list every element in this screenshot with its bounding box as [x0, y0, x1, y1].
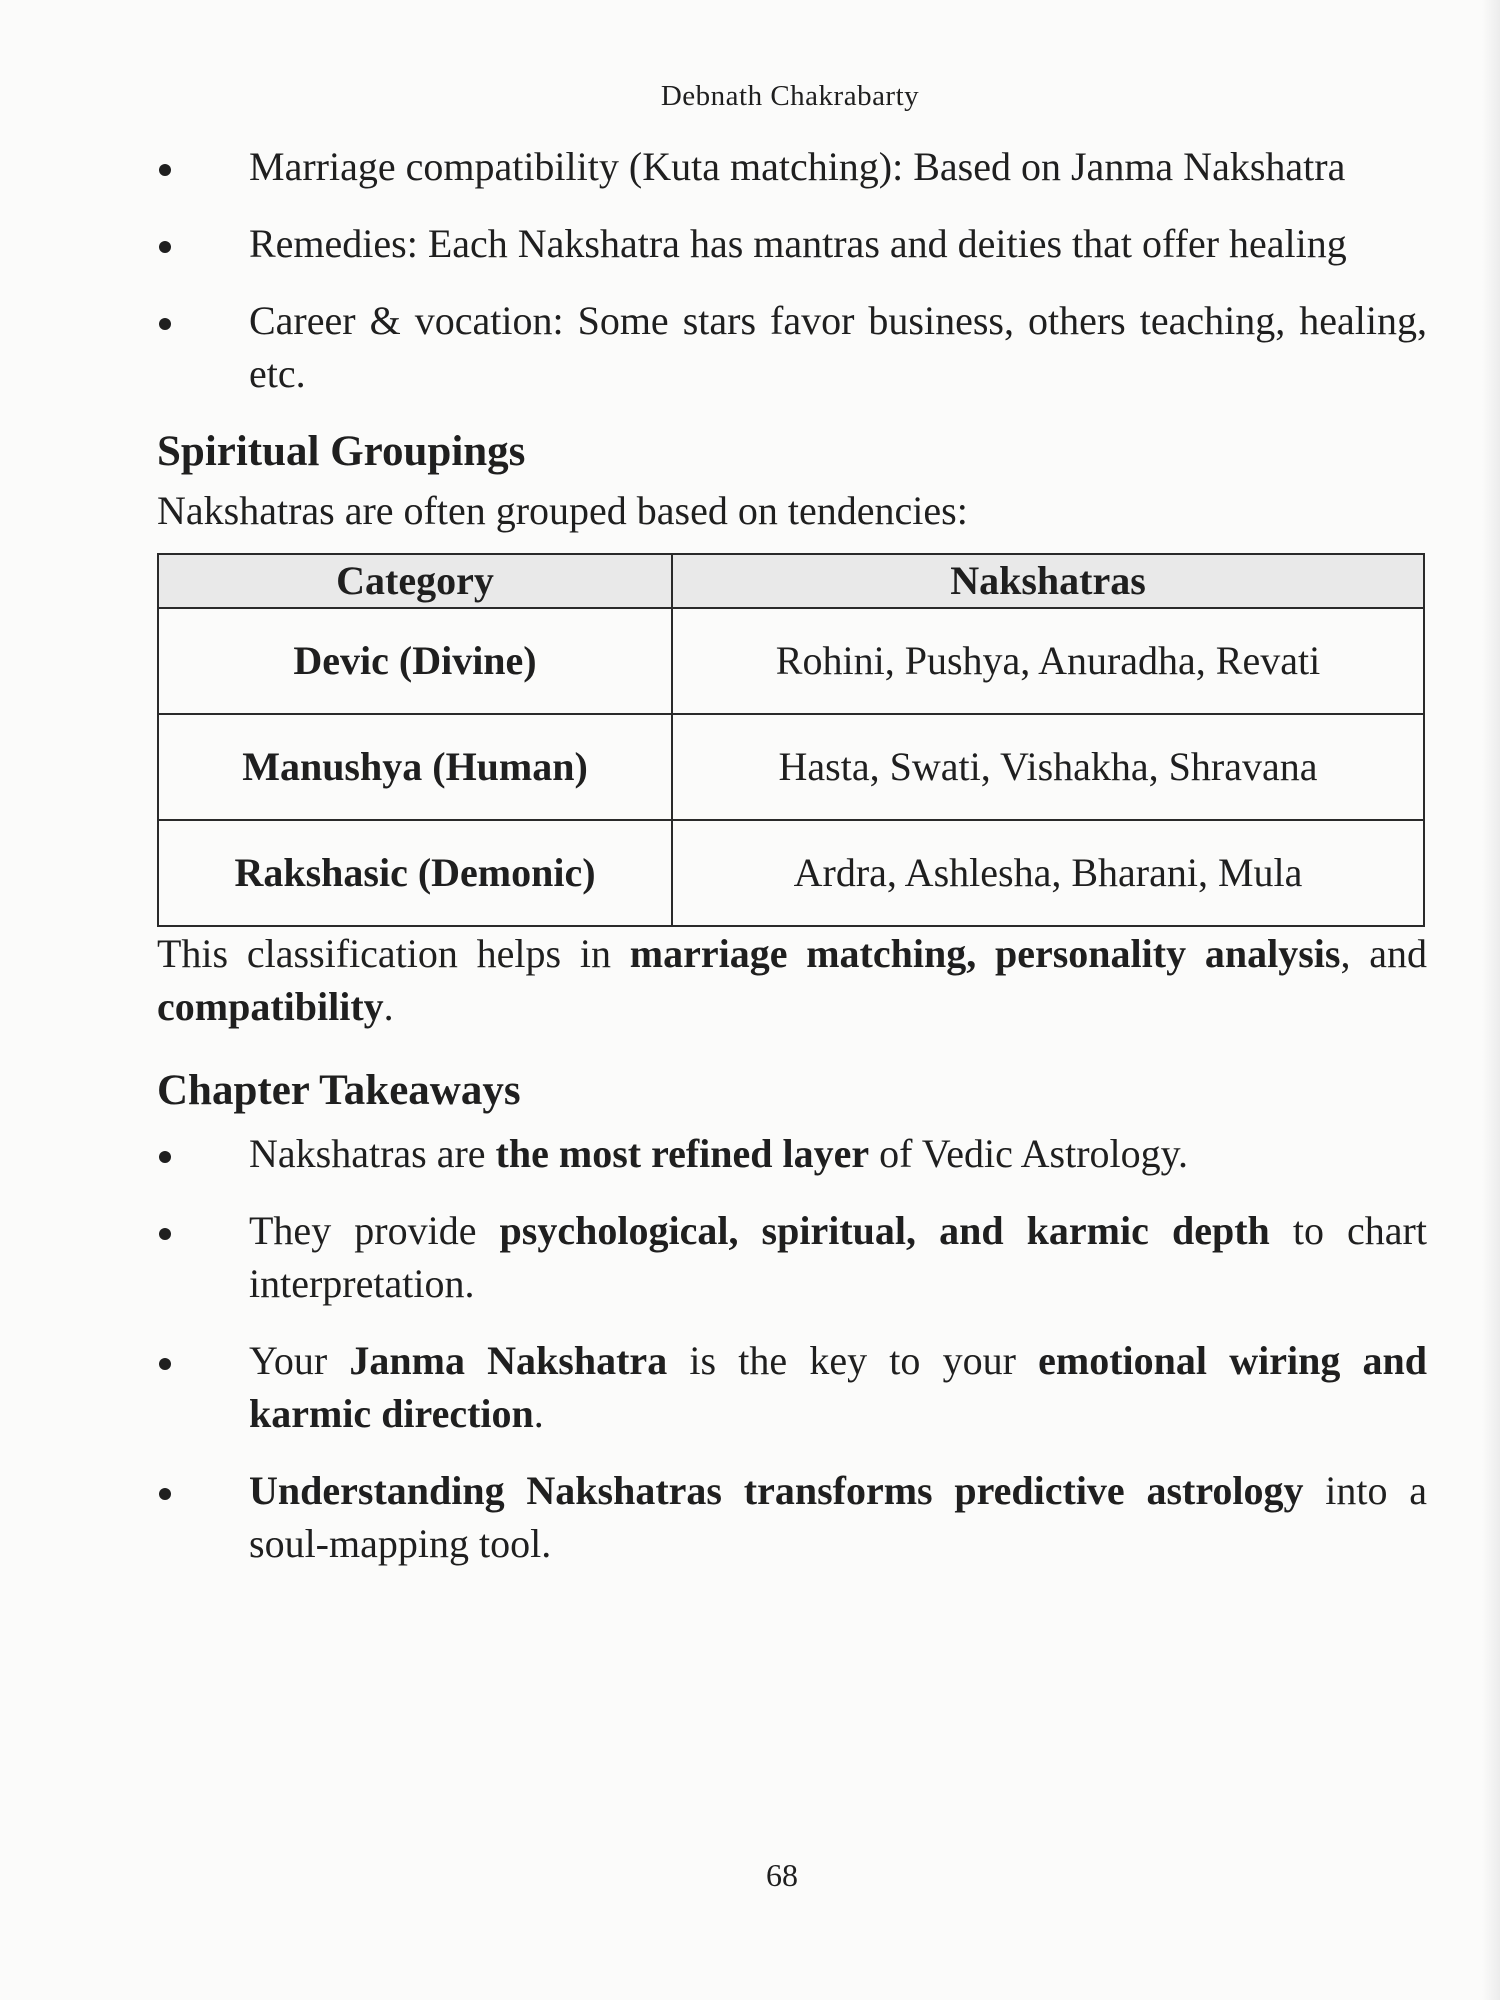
list-item: Your Janma Nakshatra is the key to your emotional wiring and karmic direction.	[157, 1334, 1427, 1440]
bullet-icon	[159, 1228, 171, 1240]
list-item: Nakshatras are the most refined layer of Vedic Astrology.	[157, 1127, 1427, 1180]
section-intro: Nakshatras are often grouped based on tendencies:	[157, 488, 968, 533]
running-head: Debnath Chakrabarty	[660, 80, 920, 112]
bullet-icon	[159, 1488, 171, 1500]
list-item: Career & vocation: Some stars favor business, others teaching, healing, etc.	[157, 294, 1427, 400]
nakshatras-cell: Ardra, Ashlesha, Bharani, Mula	[672, 820, 1424, 926]
nakshatras-cell: Hasta, Swati, Vishakha, Shravana	[672, 714, 1424, 820]
nakshatras-cell: Rohini, Pushya, Anuradha, Revati	[672, 608, 1424, 714]
top-bullet-list	[157, 140, 1427, 400]
list-item: Marriage compatibility (Kuta matching): Based on Janma Nakshatra	[157, 140, 1427, 193]
section-heading-spiritual: Spiritual Groupings	[157, 428, 526, 475]
list-item: They provide psychological, spiritual, and karmic depth to chart interpretation.	[157, 1204, 1427, 1310]
bullet-icon	[159, 164, 171, 176]
classification-paragraph: This classification helps in marriage matching, personality analysis, and compatibility.	[157, 931, 1427, 1029]
bullet-icon	[159, 1151, 171, 1163]
table-row	[158, 714, 1424, 820]
category-cell: Rakshasic (Demonic)	[158, 820, 672, 926]
section-heading-takeaways: Chapter Takeaways	[157, 1067, 521, 1114]
table-row	[158, 820, 1424, 926]
bullet-icon	[159, 1358, 171, 1370]
category-cell: Devic (Divine)	[158, 608, 672, 714]
list-item: Understanding Nakshatras transforms predictive astrology into a soul-mapping tool.	[157, 1464, 1427, 1570]
takeaways-list	[157, 1127, 1427, 1570]
list-item: Remedies: Each Nakshatra has mantras and deities that offer healing	[157, 217, 1427, 270]
table-row	[158, 608, 1424, 714]
groupings-table	[157, 553, 1425, 927]
bullet-icon	[159, 241, 171, 253]
page-number: 68	[766, 1857, 798, 1893]
column-header-nakshatras: Nakshatras	[672, 554, 1424, 608]
page-content	[157, 140, 1427, 1594]
column-header-category: Category	[158, 554, 672, 608]
scan-edge-shadow	[1482, 0, 1500, 2000]
table-header-row	[158, 554, 1424, 608]
category-cell: Manushya (Human)	[158, 714, 672, 820]
bullet-icon	[159, 318, 171, 330]
